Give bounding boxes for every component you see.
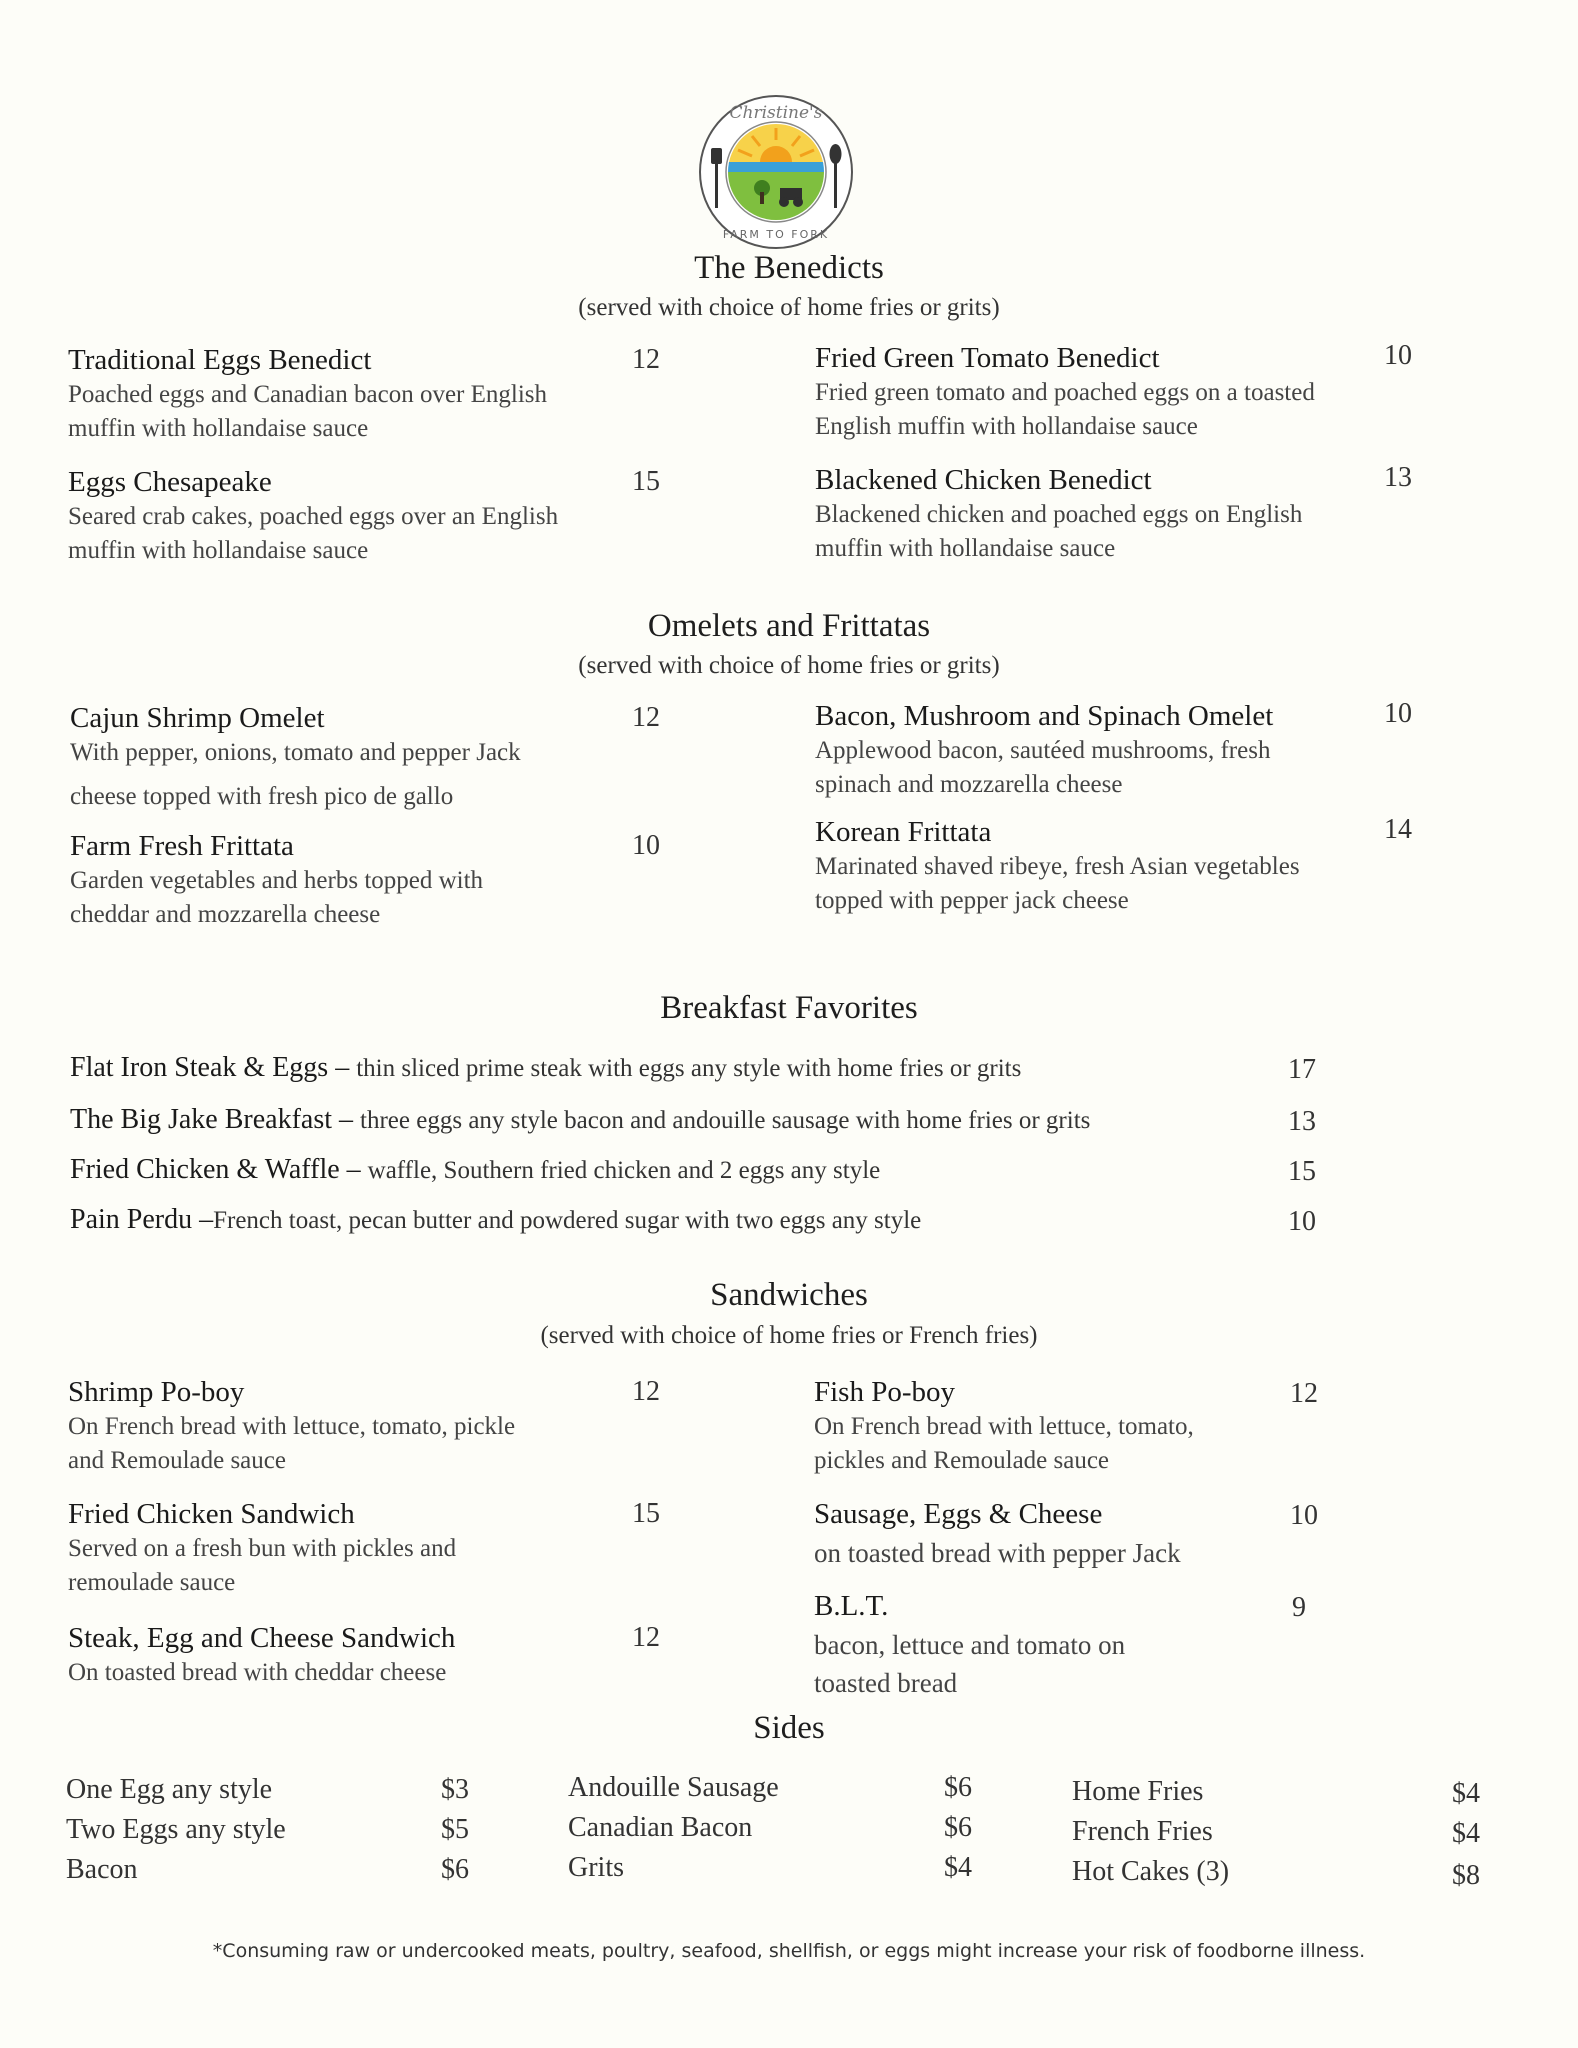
menu-item bbox=[68, 1620, 455, 1690]
item-name: Pain Perdu bbox=[70, 1204, 193, 1235]
item-price: 17 bbox=[1288, 1054, 1316, 1085]
favorite-item bbox=[70, 1104, 1090, 1136]
menu-item bbox=[70, 700, 521, 814]
item-price: 12 bbox=[632, 1622, 660, 1653]
item-price: 15 bbox=[1288, 1156, 1316, 1187]
item-price: 14 bbox=[1384, 814, 1412, 845]
side-price: $4 bbox=[944, 1852, 972, 1883]
item-desc: On toasted bread with cheddar cheese bbox=[68, 1659, 447, 1686]
item-price: 13 bbox=[1384, 462, 1412, 493]
item-separator: – bbox=[339, 1154, 368, 1185]
sandwiches-title: Sandwiches bbox=[710, 1277, 868, 1313]
item-name: Eggs Chesapeake bbox=[68, 466, 272, 498]
side-name: French Fries bbox=[1072, 1816, 1213, 1847]
item-desc: Garden vegetables and herbs topped with bbox=[70, 867, 484, 894]
item-desc: three eggs any style bacon and andouille sausage with home fries or grits bbox=[360, 1107, 1091, 1134]
item-name: Blackened Chicken Benedict bbox=[815, 464, 1152, 496]
side-price: $4 bbox=[1452, 1778, 1480, 1809]
item-desc: Poached eggs and Canadian bacon over English bbox=[68, 381, 548, 408]
benedicts-subtitle: (served with choice of home fries or grits) bbox=[578, 294, 1000, 321]
item-desc: waffle, Southern fried chicken and 2 eggs any style bbox=[367, 1157, 881, 1184]
item-name: Farm Fresh Frittata bbox=[70, 830, 294, 862]
side-name: Andouille Sausage bbox=[568, 1772, 779, 1803]
item-desc: French toast, pecan butter and powdered sugar with two eggs any style bbox=[213, 1207, 922, 1234]
food-safety-disclaimer: *Consuming raw or undercooked meats, poultry, seafood, shellfish, or eggs might increase your risk of foodborne illness. bbox=[212, 1940, 1366, 1962]
favorite-item bbox=[70, 1204, 921, 1236]
side-name: Two Eggs any style bbox=[66, 1814, 286, 1845]
omelets-subtitle: (served with choice of home fries or grits) bbox=[578, 652, 1000, 679]
side-price: $6 bbox=[441, 1854, 469, 1885]
item-name: Fried Chicken & Waffle bbox=[70, 1154, 340, 1185]
item-price: 13 bbox=[1288, 1106, 1316, 1137]
item-desc: thin sliced prime steak with eggs any style with home fries or grits bbox=[356, 1055, 1022, 1082]
item-desc: cheddar and mozzarella cheese bbox=[70, 901, 381, 928]
omelets-title: Omelets and Frittatas bbox=[647, 608, 931, 644]
item-desc: Seared crab cakes, poached eggs over an English bbox=[68, 503, 559, 530]
item-name: B.L.T. bbox=[814, 1590, 889, 1622]
side-name: Canadian Bacon bbox=[568, 1812, 753, 1843]
item-desc: English muffin with hollandaise sauce bbox=[815, 413, 1198, 440]
item-desc: muffin with hollandaise sauce bbox=[815, 535, 1116, 562]
restaurant-logo bbox=[696, 92, 856, 252]
side-price: $6 bbox=[944, 1812, 972, 1843]
item-name: Korean Frittata bbox=[815, 816, 992, 848]
item-desc: Fried green tomato and poached eggs on a toasted bbox=[815, 379, 1315, 406]
item-price: 12 bbox=[632, 1376, 660, 1407]
side-name: Grits bbox=[568, 1852, 624, 1883]
item-name: Fried Green Tomato Benedict bbox=[815, 342, 1160, 374]
item-name: Cajun Shrimp Omelet bbox=[70, 702, 325, 734]
side-price: $4 bbox=[1452, 1818, 1480, 1849]
item-name: Traditional Eggs Benedict bbox=[68, 344, 372, 376]
item-desc: With pepper, onions, tomato and pepper Jack bbox=[70, 739, 521, 766]
menu-item bbox=[815, 698, 1273, 802]
side-name: Bacon bbox=[66, 1854, 138, 1885]
side-price: $5 bbox=[441, 1814, 469, 1845]
menu-item bbox=[70, 828, 483, 932]
item-price: 15 bbox=[632, 466, 660, 497]
item-name: Bacon, Mushroom and Spinach Omelet bbox=[815, 700, 1274, 732]
menu-item bbox=[68, 464, 558, 568]
item-desc: on toasted bread with pepper Jack bbox=[814, 1538, 1181, 1568]
item-desc: muffin with hollandaise sauce bbox=[68, 415, 369, 442]
favorite-item bbox=[70, 1154, 880, 1186]
item-price: 10 bbox=[1384, 698, 1412, 729]
menu-item bbox=[814, 1496, 1181, 1570]
logo-top-text: Christine's bbox=[729, 103, 823, 123]
sides-title: Sides bbox=[753, 1710, 825, 1746]
item-desc: Applewood bacon, sautéed mushrooms, fresh bbox=[815, 737, 1271, 764]
item-desc: bacon, lettuce and tomato on bbox=[814, 1630, 1126, 1660]
item-desc: remoulade sauce bbox=[68, 1569, 236, 1596]
item-name: Sausage, Eggs & Cheese bbox=[814, 1498, 1103, 1530]
item-price: 12 bbox=[632, 344, 660, 375]
item-name: The Big Jake Breakfast bbox=[70, 1104, 333, 1135]
item-desc: pickles and Remoulade sauce bbox=[814, 1447, 1110, 1474]
item-desc: toasted bread bbox=[814, 1668, 958, 1698]
item-desc: On French bread with lettuce, tomato, bbox=[814, 1413, 1194, 1440]
item-desc: Served on a fresh bun with pickles and bbox=[68, 1535, 457, 1562]
item-desc: spinach and mozzarella cheese bbox=[815, 771, 1123, 798]
side-name: Hot Cakes (3) bbox=[1072, 1856, 1230, 1887]
item-separator: – bbox=[192, 1204, 214, 1235]
menu-item bbox=[815, 814, 1300, 918]
item-price: 10 bbox=[1288, 1206, 1316, 1237]
item-name: Fried Chicken Sandwich bbox=[68, 1498, 355, 1530]
item-name: Shrimp Po-boy bbox=[68, 1376, 245, 1408]
favorite-item bbox=[70, 1052, 1021, 1084]
item-price: 10 bbox=[1290, 1500, 1318, 1531]
item-separator: – bbox=[332, 1104, 361, 1135]
menu-item bbox=[68, 342, 547, 446]
item-price: 15 bbox=[632, 1498, 660, 1529]
menu-item bbox=[68, 1496, 456, 1600]
sandwiches-subtitle: (served with choice of home fries or French fries) bbox=[540, 1322, 1038, 1349]
menu-item bbox=[814, 1374, 1194, 1478]
item-price: 10 bbox=[632, 830, 660, 861]
item-desc: and Remoulade sauce bbox=[68, 1447, 286, 1474]
side-price: $6 bbox=[944, 1772, 972, 1803]
item-price: 9 bbox=[1292, 1592, 1306, 1623]
side-name: Home Fries bbox=[1072, 1776, 1204, 1807]
item-desc: Blackened chicken and poached eggs on English bbox=[815, 501, 1303, 528]
menu-item bbox=[815, 462, 1302, 566]
side-price: $8 bbox=[1452, 1860, 1480, 1891]
item-name: Flat Iron Steak & Eggs bbox=[70, 1052, 329, 1083]
menu-item bbox=[814, 1588, 1125, 1702]
benedicts-title: The Benedicts bbox=[694, 250, 884, 286]
menu-item bbox=[815, 340, 1315, 444]
item-price: 12 bbox=[1290, 1378, 1318, 1409]
item-desc: Marinated shaved ribeye, fresh Asian vegetables bbox=[815, 853, 1300, 880]
item-price: 10 bbox=[1384, 340, 1412, 371]
item-desc: cheese topped with fresh pico de gallo bbox=[70, 783, 454, 810]
item-desc: muffin with hollandaise sauce bbox=[68, 537, 369, 564]
item-desc: topped with pepper jack cheese bbox=[815, 887, 1129, 914]
favorites-title: Breakfast Favorites bbox=[660, 990, 918, 1026]
item-separator: – bbox=[328, 1052, 357, 1083]
item-desc: On French bread with lettuce, tomato, pickle bbox=[68, 1413, 516, 1440]
menu-item bbox=[68, 1374, 515, 1478]
side-name: One Egg any style bbox=[66, 1774, 273, 1805]
item-name: Fish Po-boy bbox=[814, 1376, 956, 1408]
item-price: 12 bbox=[632, 702, 660, 733]
side-price: $3 bbox=[441, 1774, 469, 1805]
logo-bottom-text: FARM TO FORK bbox=[722, 228, 830, 241]
item-name: Steak, Egg and Cheese Sandwich bbox=[68, 1622, 456, 1654]
